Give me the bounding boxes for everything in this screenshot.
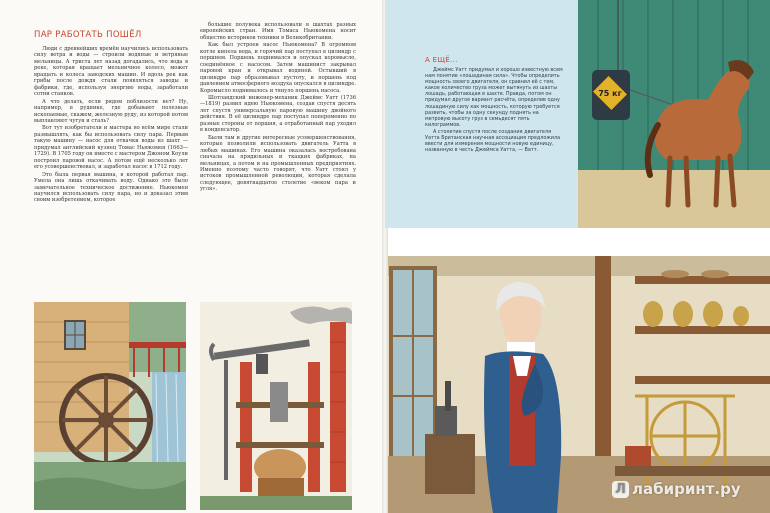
text-column-1	[34, 46, 188, 205]
extra-title: А ЕЩЁ...	[425, 56, 458, 64]
paragraph: Это была первая машина, в которой работал пар. Умела она лишь откачивать воду. Однако это было замечательное техническое достижение. Ньюкомен научился использовать силу пара, но и доказал этим своим изобретением, которое	[34, 171, 188, 204]
watermark-text: лабиринт.ру	[632, 480, 741, 498]
paragraph: Люди с древнейших времён научились использовать силу ветра и воды — строили водяные и ветряные мельницы. А триста лет назад догадались, что вода в реке, которая вращает мельничное колесо, может вращать и колеса заводских машин. И вдоль рек как грибы после дождя стали появляться заводы и фабрики, где, используя энергию воды, заработали сотни станков.	[34, 46, 188, 98]
steam-engine-illustration	[200, 302, 352, 510]
paragraph: Как был устроен насос Ньюкомена? В огромном котле кипела вода, и горячий пар поступал в цилиндр с поршнем. Поршень поднимался и опускал коромысло, соединённое с насосом. Затем машинист закрывал паровой кран и открывал водяной. Остывший в цилиндре пар образовывал пустоту, и поршень под давлением атмосферного воздуха опускался в цилиндре. Коромысло поднималось и тянуло поршень насоса.	[200, 42, 356, 94]
paragraph: Были там и другие интересные усовершенствования, которые позволили использовать двигатель Уатта в любых машинах. Его машина оказалась востребована сначала на прядильных и ткацких фабриках, на мельницах, а потом и на промышленных предприятиях. Именно поэтому часто говорят, что Уатт стоял у истоков промышленной революции, которая сделала следующее, девятнадцатое столетие «веком пара и угля».	[200, 134, 356, 193]
paragraph: Джеймс Уатт придумал и хорошо известную всем нам понятие «лошадиная сила». Чтобы определить мощность своего двигателя, он сравнил её с тем, какое количество груза может вытянуть из шахты лошадь, работающая в шахте. Правда, потом он придумал другое вариант расчёта, определив одну лошадиную силу как мощность, которую требуется развить, чтобы за одну секунду поднять на метровую высоту груз в семьдесят пять килограммов.	[425, 67, 563, 128]
text-column-2	[200, 22, 356, 194]
extra-info-box	[385, 0, 578, 228]
horse-illustration	[578, 0, 770, 228]
extra-text	[425, 67, 565, 154]
weight-label: 75 кг	[598, 89, 622, 98]
paragraph: А столетие спустя после создания двигателя Уатта Британская научная ассоциация предложила ввести для измерения мощности новую единицу, названную в честь Джеймса Уатта, — Ватт.	[425, 128, 561, 154]
water-mill-illustration	[34, 302, 186, 510]
paragraph: Шотландский инженер-механик Джеймс Уатт (1736—1819) развил идею Ньюкомена, создав спустя десять лет спустя универсальную паровую машину двойного действия. В её цилиндре пар поступал попеременно по разные стороны от поршня, а отработанный пар уходил в конденсатор.	[200, 94, 356, 134]
watermark	[612, 480, 741, 498]
paragraph: Вот тут изобретатели и мастера во всём мире стали размышлять, как бы использовать силу пара. Первым такую машину — насос для откачки воды из шахт — придумал английский кузнец Томас Ньюкомен (1663—1729). В 1705 году он вместе с мастером Джоном Коули построил паровой насос. А потом ещё несколько лет его усовершенствовал, и заработал насос в 1712 году.	[34, 125, 188, 171]
paragraph: большие полувека использовали в шахтах разных европейских стран. Имя Томаса Ньюкомена носит общество историков техники в Великобритании.	[200, 22, 356, 41]
section-heading: ПАР РАБОТАТЬ ПОШЁЛ	[34, 30, 142, 40]
paragraph: А что делать, если рядом поблизости нет? Ну, например, в руднике, где добывают полезные ископаемые, скажем, железную руду, из которой потом выплавляют чугун и сталь?	[34, 98, 188, 124]
watermark-logo-icon: Л	[612, 481, 629, 498]
watt-workshop-illustration	[385, 256, 770, 513]
